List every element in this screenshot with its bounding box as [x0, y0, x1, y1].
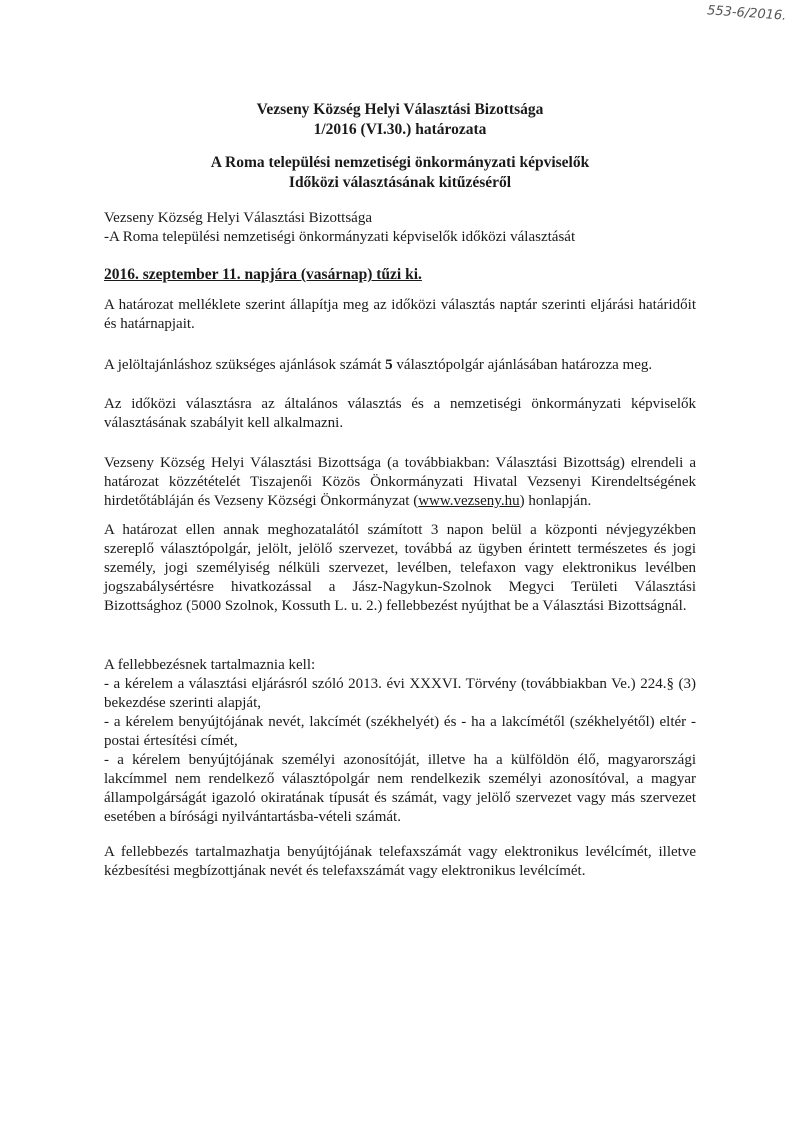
paragraph-optional-contacts: A fellebbezés tartalmazhatja benyújtójának telefaxszámát vagy elektronikus levélcímét, illetve kézbesítési megbízottjának nevét és telefaxszámát vagy elektronikus levélcímét. — [104, 844, 696, 879]
nominations-text-start: A jelöltajánláshoz szükséges ajánlások számát — [104, 357, 386, 373]
appeal-item-basis: - a kérelem a választási eljárásról szóló 2013. évi XXXVI. Törvény (továbbiakban Ve.) 224.§ (3) bekezdése szerinti alapját, — [104, 676, 696, 711]
paragraph-deadlines: A határozat melléklete szerint állapítja meg az időközi választás naptár szerinti eljárási határidőit és határnapjait. — [104, 297, 696, 332]
nominations-count: 5 — [385, 357, 393, 373]
paragraph-rules: Az időközi választásra az általános választás és a nemzetiségi önkormányzati képviselők választásának szabályit kell alkalmazni. — [104, 396, 696, 431]
document-subject — [100, 153, 700, 193]
paragraph-publication — [104, 454, 696, 511]
appeal-item-identifier: - a kérelem benyújtójának személyi azonosítóját, illetve ha a külföldön élő, magyarországi lakcímmel nem rendelkező választópolgár nem rendelkezik személyi azonosítóval, a magyar állampolgárságát igazoló okiratának típusát és számát, vagy jelölő szervezet vagy más szervezet esetében a bírósági nyilvántartásba-vételi számát. — [104, 752, 696, 825]
intro-line-1: Vezseny Község Helyi Választási Bizottsága — [104, 210, 372, 226]
paragraph-appeal: A határozat ellen annak meghozatalától számított 3 napon belül a központi névjegyzékben szereplő választópolgár, jelölt, jelölő szervezet, továbbá az ügyben érintett természetes és jogi személy, jogi személyiség nélküli szervezet, levélben, telefaxon vagy elektronikus levélben jogszabálysértésre hivatkozással a Jász-Nagykun-Szolnok Megyci Területi Választási Bizottsághoz (5000 Szolnok, Kossuth L. u. 2.) fellebbezést nyújthat be a Választási Bizottságnál. — [104, 522, 696, 614]
subject-line-2: Időközi választásának kitűzéséről — [288, 174, 512, 191]
publication-text-end: ) honlapján. — [519, 493, 592, 509]
handwritten-file-number: 553-6/2016. — [706, 3, 787, 24]
publication-text-start: Vezseny Község Helyi Választási Bizottsága (a továbbiakban: Választási Bizottság) elrendeli a határozat közzétételét Tiszajenői Közös Önkormányzati Hivatal Vezsenyi Kirendeltségének hirdetőtábláján és Vezseny Községi Önkormányzat ( — [104, 455, 696, 509]
subject-line-1: A Roma települési nemzetiségi önkormányzati képviselők — [210, 154, 590, 171]
website-link[interactable]: www.vezseny.hu — [418, 493, 520, 509]
document-header — [100, 100, 700, 140]
intro-line-2: -A Roma települési nemzetiségi önkormányzati képviselők időközi választását — [104, 229, 576, 245]
election-date: 2016. szeptember 11. napjára (vasárnap) tűzi ki. — [104, 266, 422, 283]
paragraph-nominations — [104, 356, 696, 375]
header-committee: Vezseny Község Helyi Választási Bizottsága — [256, 101, 544, 118]
appeal-contents-title: A fellebbezésnek tartalmaznia kell: — [104, 657, 316, 673]
nominations-text-end: választópolgár ajánlásában határozza meg. — [392, 357, 653, 373]
appeal-item-address: - a kérelem benyújtójának nevét, lakcímét (székhelyét) és - ha a lakcímétől (székhelyétől) eltér - postai értesítési címét, — [104, 714, 696, 749]
paragraph-appeal-contents — [104, 656, 696, 827]
header-resolution-number: 1/2016 (VI.30.) határozata — [313, 121, 487, 138]
